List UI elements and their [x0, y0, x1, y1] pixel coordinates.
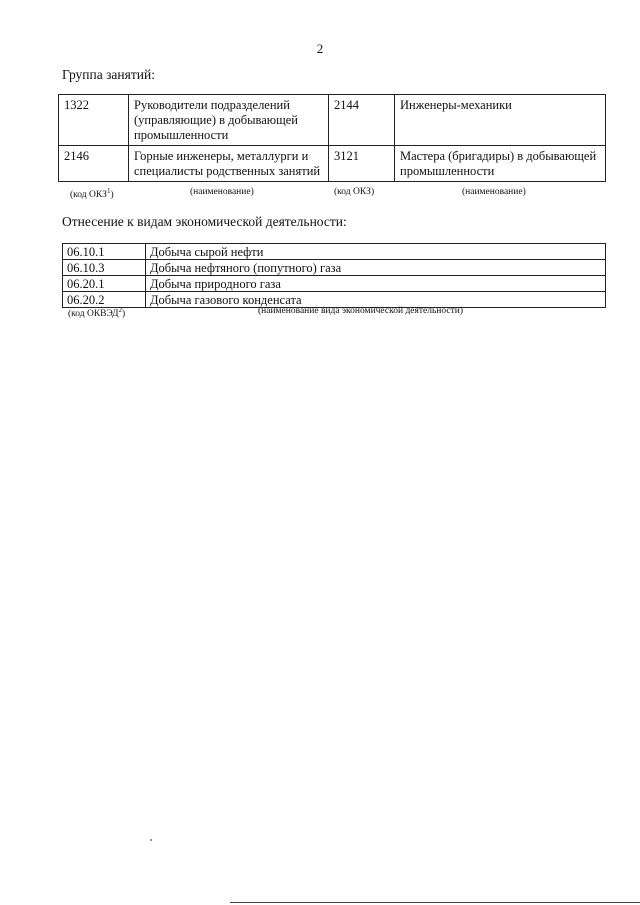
okz-code-caption: (код ОКЗ): [334, 187, 375, 197]
okz-code-caption: (код ОКЗ$^1$): [70, 187, 114, 201]
table-row: [59, 146, 606, 182]
page-number: 2: [316, 41, 324, 56]
name-caption: (наименование): [190, 187, 254, 197]
okved-code-cell: 06.10.1: [63, 244, 146, 260]
okved-code-cell: 06.20.2: [63, 292, 146, 308]
okz-code-cell: 1322: [59, 95, 129, 146]
okz-code-cell: 2144: [329, 95, 395, 146]
scan-edge-line: [230, 902, 640, 903]
scan-speck: [150, 839, 152, 841]
occupation-group-heading: Группа занятий:: [62, 67, 155, 82]
activity-name-cell: Добыча природного газа: [146, 276, 606, 292]
activity-name-cell: Добыча газового конденсата: [146, 292, 606, 308]
name-caption: (наименование): [462, 187, 526, 197]
okz-code-cell: 3121: [329, 146, 395, 182]
economic-activity-heading: Отнесение к видам экономической деятельности:: [62, 214, 347, 229]
occupation-name-cell: Горные инженеры, металлурги и специалисты родственных занятий: [129, 146, 329, 182]
activity-name-cell: Добыча сырой нефти: [146, 244, 606, 260]
okved-code-cell: 06.10.3: [63, 260, 146, 276]
okz-code-cell: 2146: [59, 146, 129, 182]
footnote-marker: 1: [106, 187, 111, 195]
activity-name-cell: Добыча нефтяного (попутного) газа: [146, 260, 606, 276]
occupation-name-cell: Руководители подразделений (управляющие) в добывающей промышленности: [129, 95, 329, 146]
footnote-marker: 2: [118, 306, 122, 314]
okved-code-caption: (код ОКВЭД$^2$): [68, 306, 126, 320]
occupation-name-cell: Инженеры-механики: [395, 95, 606, 146]
table-row: [63, 244, 606, 260]
occupation-group-table: [58, 94, 606, 182]
okved-code-cell: 06.20.1: [63, 276, 146, 292]
occupation-name-cell: Мастера (бригадиры) в добывающей промышленности: [395, 146, 606, 182]
table-row: [59, 95, 606, 146]
economic-activity-table: [62, 243, 606, 308]
table-row: [63, 276, 606, 292]
table-row: [63, 260, 606, 276]
activity-name-caption: (наименование вида экономической деятельности): [258, 306, 463, 316]
